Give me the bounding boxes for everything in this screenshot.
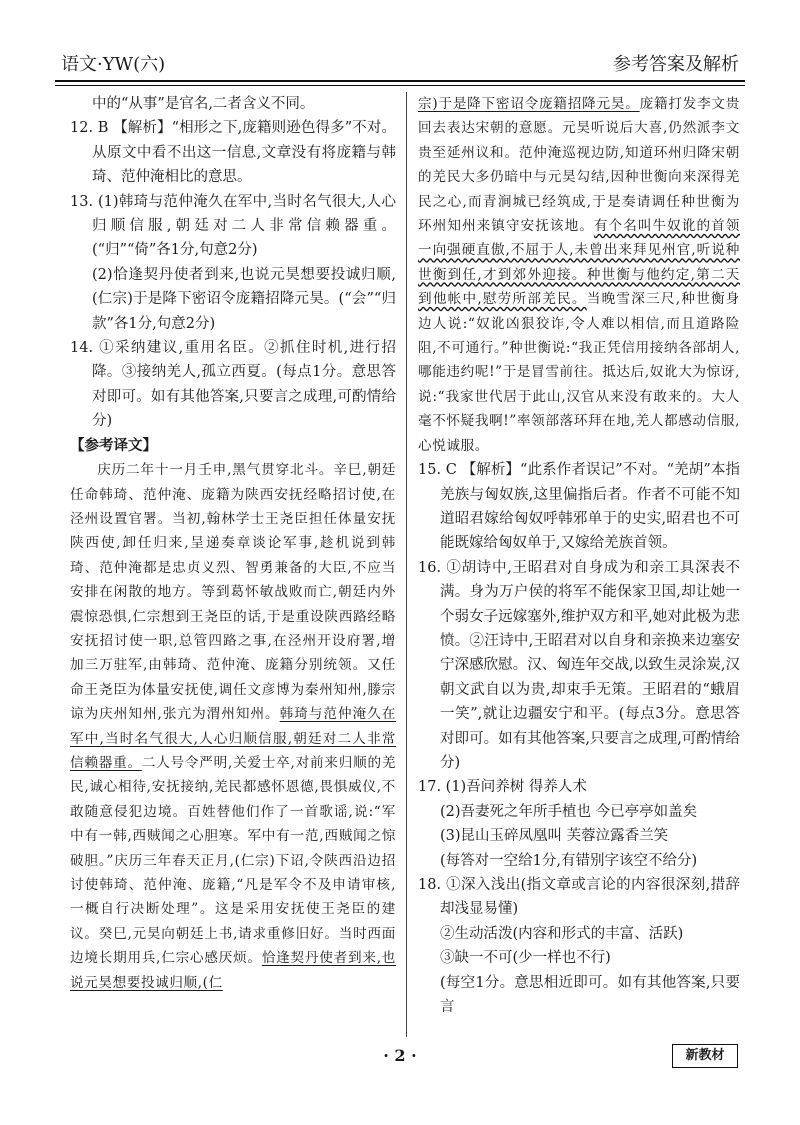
answer-18-2: ②生动活泼(内容和形式的丰富、活跃) [440,925,684,942]
answer-12: 12. B 【解析】“相形之下,庞籍则逊色得多”不对。从原文中看不出这一信息,文章没有将庞籍与韩琦、范仲淹相比的意思。 [70,120,396,186]
answer-13-2: (2)恰逢契丹使者到来,也说元昊想要投诚归顺,(仁宗)于是降下密诏令庞籍招降元昊。(“会”“归款”各1分,句意2分) [92,266,396,332]
page-header [55,44,745,78]
answer-17-2: (2)吾妻死之年所手植也 今已亭亭如盖矣 [440,803,698,820]
right-column [418,92,740,1019]
translation-text-1: 庆历二年十一月壬申,黑气贯穿北斗。辛巳,朝廷任命韩琦、范仲淹、庞籍为陕西安抚经略招讨使,在泾州设置官署。当初,翰林学士王尧臣担任体量安抚陕西使,卸任归来,呈递奏章谈论军事,趁机说到韩琦、范仲淹都是忠贞义烈、智勇兼备的大臣,不应当安排在闲散的地方。等到葛怀敏战败而亡,朝廷内外震惊恐惧,仁宗想到王尧臣的话,于是重设陕西路经略安抚招讨使一职,总管四路之事,在泾州开设府署,增加三万驻军,由韩琦、范仲淹、庞籍分别统领。又任命王尧臣为体量安抚使,调任文彦博为秦州知州,滕宗谅为庆州知州,张亢为渭州知州。 [70,462,396,723]
column-divider [406,92,407,1037]
translation-text-3: 庞籍打发李文贵回去表达宋朝的意愿。元昊听说后大喜,仍然派李文贵至延州议和。范仲淹巡视边防,知道环州归降宋朝的羌民大多仍暗中与元昊勾结,因种世衡向来深得羌民之心,而青涧城已经筑成,于是奏请调任种世衡为环州知州来镇守安抚该地。 [418,96,740,235]
answer-17-3: (3)昆山玉碎凤凰叫 芙蓉泣露香兰笑 [440,828,669,845]
translation-paragraph [70,458,396,995]
answer-17-1: 17. (1)吾问养树 得养人术 [418,779,587,796]
answer-18-note: (每空1分。意思相近即可。如有其他答案,只要言 [440,974,740,1016]
answer-14: 14. ①采纳建议,重用名臣。②抓住时机,进行招降。③接纳羌人,孤立西夏。(每点1分。意思答对即可。如有其他答案,只要言之成理,可酌情给分) [70,340,396,430]
left-column [70,92,396,995]
translation-wavy-underlined: 有个名叫牛奴讹的首领一向强硬直傲,不屈于人,未曾出来拜见州官,听说种世衡到任,才到郊外迎接。种世衡与他约定,第二天到他帐中,慰劳所部羌民。 [418,218,740,308]
edition-badge: 新教材 [672,1044,738,1068]
translation-text-4: 当晚雪深三尺,种世衡身边人说:“奴讹凶狠狡诈,令人难以相信,而且道路险阻,不可通行。”种世衡说:“我正凭信用接纳各部胡人,哪能违约呢!”于是冒雪前往。抵达后,奴讹大为惊讶,说:“我家世代居于此山,汉官从来没有敢来的。大人毫不怀疑我啊!”率领部落环拜在地,羌人都感动信服,心悦诚服。 [418,291,740,454]
section-title: 参考答案及解析 [613,54,739,75]
answer-13-1: 13. (1)韩琦与范仲淹久在军中,当时名气很大,人心归顺信服,朝廷对二人非常信赖器重。(“归”“倚”各1分,句意2分) [70,193,396,259]
answer-15: 15. C 【解析】“此系作者误记”不对。“羌胡”本指羌族与匈奴族,这里偏指后者。作者不可能不知道昭君嫁给匈奴呼韩邪单于的史实,昭君也不可能既嫁给匈奴单于,又嫁给羌族首领。 [418,462,740,552]
translation-underlined-2: 恰逢契丹使者到来,也说元昊想要投诚归顺,(仁 [70,950,396,991]
translation-continued [418,92,740,458]
answer-17-note: (每答对一空给1分,有错别字该空不给分) [440,852,698,869]
subject-label: 语文·YW(六) [61,54,166,75]
header-rule-thick [55,80,745,82]
answer-continuation: 中的“从事”是官名,二者含义不同。 [92,96,315,112]
answer-16: 16. ①胡诗中,王昭君对自身成为和亲工具深表不满。身为万户侯的将军不能保家卫国,却让她一个弱女子远嫁塞外,维护双方和平,她对此极为悲愤。②汪诗中,王昭君对以自身和亲换来边塞安宁深感欣慰。汉、匈连年交战,以致生灵涂炭,汉朝文武自以为贵,却束手无策。王昭君的“蛾眉一笑”,就让边疆安宁和平。(每点3分。意思答对即可。如有其他答案,只要言之成理,可酌情给分) [418,559,740,771]
answer-18-3: ③缺一不可(少一样也不行) [440,950,611,967]
translation-underlined-1: 韩琦与范仲淹久在军中,当时名气很大,人心归顺信服,朝廷对二人非常信赖器重。 [70,706,396,771]
header-rule-thin [55,85,745,86]
answer-18-1: 18. ①深入浅出(指文章或言论的内容很深刻,措辞却浅显易懂) [418,877,740,918]
translation-underlined-3: 宗)于是降下密诏令庞籍招降元昊。 [418,96,640,112]
translation-text-2: 二人号令严明,关爱士卒,对前来归顺的羌民,诚心相待,安抚接纳,羌民都感怀恩德,畏惧威仪,不敢随意侵犯边境。百姓替他们作了一首歌谣,说:“军中有一韩,西贼闻之心胆寒。军中有一范,西贼闻之惊破胆。”庆历三年春天正月,(仁宗)下诏,令陕西沿边招讨使韩琦、范仲淹、庞籍,“凡是军令不及申请审核,一概自行决断处理”。这是采用安抚使王尧臣的建议。癸巳,元昊向朝廷上书,请求重修旧好。当时西面边境长期用兵,仁宗心感厌烦。 [70,754,397,967]
translation-heading: 【参考译文】 [70,436,157,454]
page-number: · 2 · [383,1046,417,1065]
